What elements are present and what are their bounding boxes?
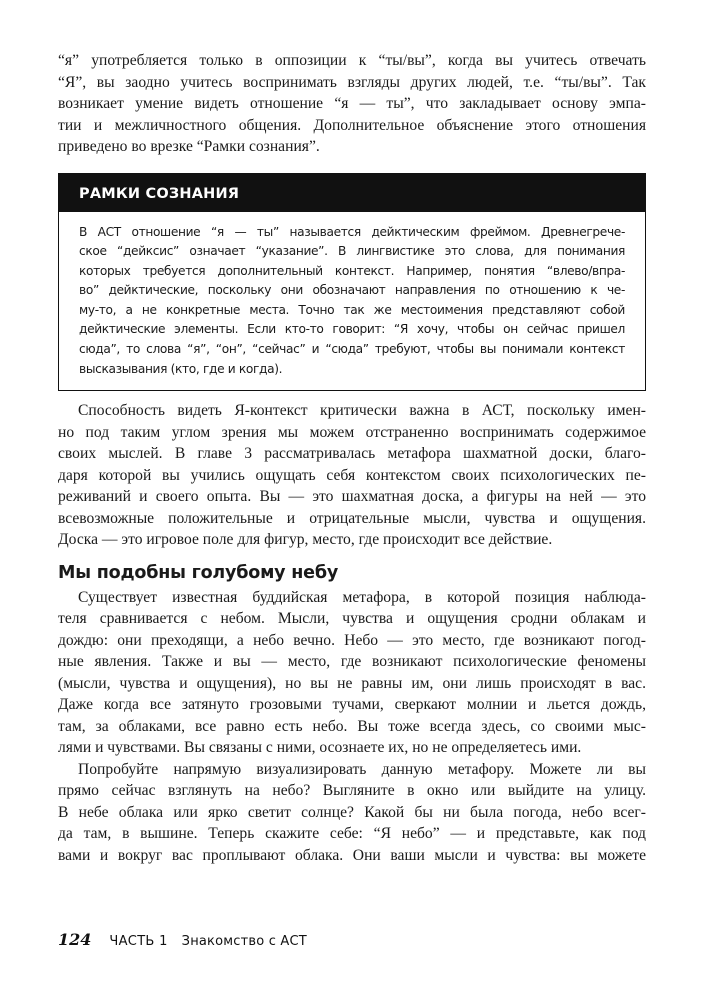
text-line: Попробуйте напрямую визуализировать данную метафору. Можете ли вы [78,760,646,778]
sidebar-body [59,212,645,391]
sidebar-line: во” дейктические, поскольку они обозначают направления по отношению к че- [79,283,625,298]
paragraph-4 [58,759,646,867]
text-line: “я” употребляется только в оппозиции к “ты/вы”, когда вы учитесь отвечать [58,52,646,69]
sidebar-line: В АСТ отношение “я — ты” называется дейктическим фреймом. Древнегрече- [79,224,625,239]
text-line: там, за облаками, все равно есть небо. Вы тоже всегда здесь, со своими мыс- [58,717,646,735]
text-line: но под таким углом зрения мы можем отстраненно воспринимать содержимое [58,423,646,441]
text-line: своих мыслей. В главе 3 рассматривалась метафора шахматной доски, благо- [58,445,646,463]
sidebar-line: му-то, а не конкретные места. Точно так же местоимения представляют собой [79,302,625,317]
text-line: вами и вокруг вас проплывают облака. Они ваши мысли и чувства: вы можете [58,846,646,864]
page-footer [58,930,307,949]
text-line: реживаний и своего опыта. Вы — это шахматная доска, а фигуры на ней — это [58,488,646,506]
sidebar-line: дейктические элементы. Если кто-то говорит: “Я хочу, чтобы он сейчас пришел [79,322,625,337]
text-line: теля сравнивается с небом. Мысли, чувства и ощущения сродни облакам и [58,610,646,628]
sidebar-box [58,173,646,392]
sidebar-line: которых требуется дополнительный контекст. Например, понятия “влево/впра- [79,263,625,278]
text-line: В небе облака или ярко светит солнце? Какой бы ни была погода, небо всег- [58,803,646,821]
text-line: “Я”, вы заодно учитесь воспринимать взгляды других людей, т.е. “ты/вы”. Так [58,73,646,91]
text-line: ные явления. Также и вы — место, где возникают психологические феномены [58,653,646,671]
page-number: 124 [58,930,92,949]
text-line: (мысли, чувства и ощущения), но вы не равны им, они лишь происходят в вас. [58,674,646,692]
text-line: Даже когда все затянуто грозовыми тучами, сверкают молнии и льется дождь, [58,696,646,714]
sidebar-line: ское “дейксис” означает “указание”. В лингвистике это слова, для понимания [79,244,625,259]
text-line: Доска — это игровое поле для фигур, место, где происходит все действие. [58,531,553,549]
sidebar-title: РАМКИ СОЗНАНИЯ [59,174,645,212]
text-line: тии и межличностного общения. Дополнительное объяснение этого отношения [58,116,646,134]
text-line: всевозможные положительные и отрицательные мысли, чувства и ощущения. [58,509,646,527]
text-line: дождю: они преходящи, а небо вечно. Небо — это место, где возникают погод- [58,631,646,649]
part-label: ЧАСТЬ 1 [109,934,168,949]
text-line: лями и чувствами. Вы связаны с ними, осознаете их, но не определяетесь ими. [58,739,582,757]
text-line: Существует известная буддийская метафора, в которой позиция наблюда- [78,588,646,606]
text-line: даря которой вы учились ощущать себя контекстом своих психологических пе- [58,466,646,484]
paragraph-3 [58,587,646,759]
sidebar-line: сюда”, то слова “я”, “он”, “сейчас” и “сюда” требуют, чтобы вы понимали контекст [79,342,625,357]
page-content [58,50,646,866]
text-line: да там, в вышине. Теперь скажите себе: “Я небо” — и представьте, как под [58,825,646,843]
part-title: Знакомство с АСТ [181,934,307,949]
sidebar-line: высказывания (кто, где и когда). [79,361,283,376]
paragraph-2 [58,400,646,551]
section-heading: Мы подобны голубому небу [58,562,339,583]
intro-paragraph [58,50,646,158]
text-line: прямо сейчас взглянуть на небо? Выгляните в окно или выйдите на улицу. [58,782,646,800]
text-line: возникает умение видеть отношение “я — ты”, что закладывает основу эмпа- [58,95,646,112]
text-line: Способность видеть Я-контекст критически важна в АСТ, поскольку имен- [78,402,646,420]
text-line: приведено во врезке “Рамки сознания”. [58,138,320,155]
